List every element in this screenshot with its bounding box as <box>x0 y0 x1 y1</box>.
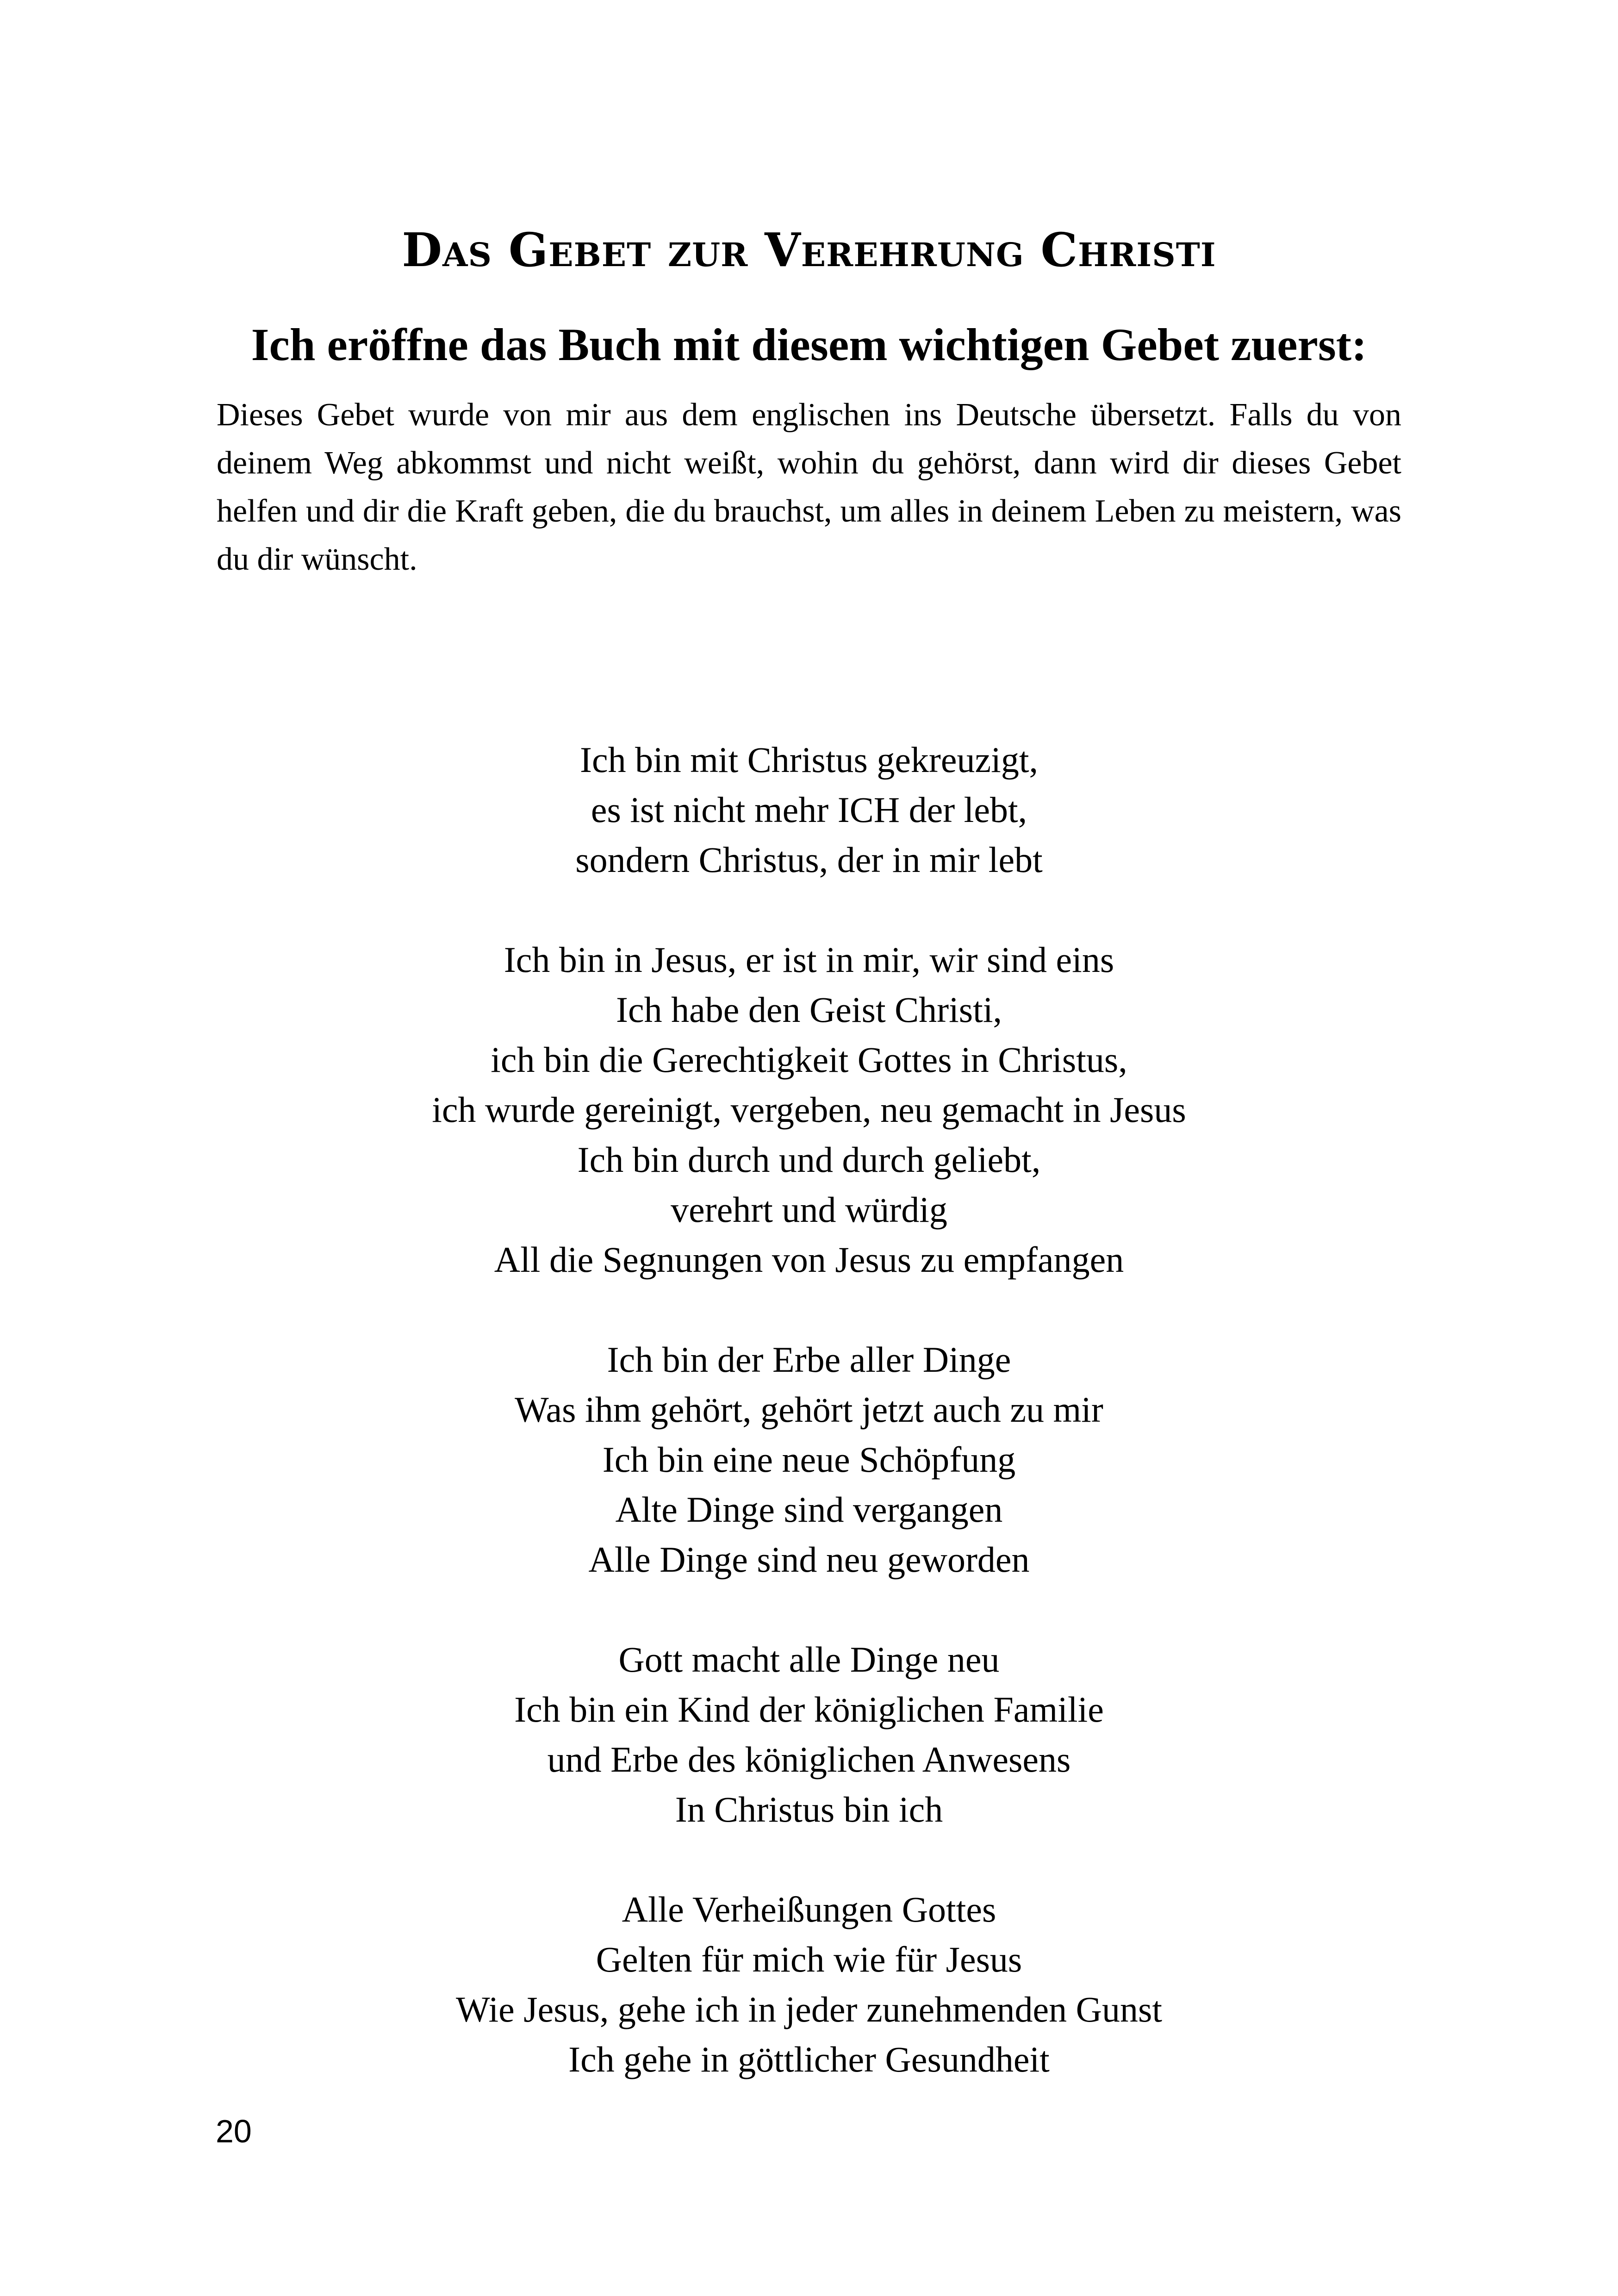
intro-paragraph: Dieses Gebet wurde von mir aus dem englischen ins Deutsche übersetzt. Falls du von deinem Weg abkommst und nicht weißt, wohin du gehörst, dann wird dir dieses Gebet helfen und dir die Kraft geben, die du brauchst, um alles in deinem Leben zu meistern, was du dir wünscht. <box>217 397 1401 577</box>
poem-stanza <box>0 735 1618 885</box>
poem-line: und Erbe des königlichen Anwesens <box>547 1739 1071 1780</box>
poem-line: Alle Verheißungen Gottes <box>622 1889 996 1929</box>
chapter-subtitle: Ich eröffne das Buch mit diesem wichtigen Gebet zuerst: <box>251 319 1367 370</box>
poem-line: All die Segnungen von Jesus zu empfangen <box>494 1239 1124 1280</box>
poem-line: verehrt und würdig <box>671 1189 947 1230</box>
poem-line: Ich bin der Erbe aller Dinge <box>607 1339 1011 1380</box>
poem-line: sondern Christus, der in mir lebt <box>575 840 1043 880</box>
page-number: 20 <box>216 2113 252 2149</box>
poem-line: Ich bin in Jesus, er ist in mir, wir sind eins <box>504 940 1114 980</box>
prayer-poem <box>0 735 1618 2134</box>
poem-line: Ich bin durch und durch geliebt, <box>577 1139 1041 1180</box>
chapter-title: Das Gebet zur Verehrung Christi <box>402 223 1216 277</box>
poem-stanza <box>0 1335 1618 1585</box>
poem-line: Ich gehe in göttlicher Gesundheit <box>568 2039 1050 2079</box>
poem-line: Ich bin mit Christus gekreuzigt, <box>579 740 1038 780</box>
poem-line: ich bin die Gerechtigkeit Gottes in Christus, <box>491 1039 1127 1080</box>
poem-line: Was ihm gehört, gehört jetzt auch zu mir <box>515 1389 1103 1430</box>
poem-line: Alle Dinge sind neu geworden <box>588 1539 1030 1580</box>
poem-line: Ich bin ein Kind der königlichen Familie <box>514 1689 1104 1730</box>
poem-line: Ich bin eine neue Schöpfung <box>602 1439 1016 1480</box>
poem-line: Ich habe den Geist Christi, <box>616 989 1002 1030</box>
poem-stanza <box>0 1885 1618 2084</box>
poem-line: ich wurde gereinigt, vergeben, neu gemacht in Jesus <box>432 1089 1186 1130</box>
poem-line: In Christus bin ich <box>675 1789 943 1829</box>
poem-line: Wie Jesus, gehe ich in jeder zunehmenden Gunst <box>455 1989 1163 2029</box>
poem-stanza <box>0 935 1618 1285</box>
poem-line: es ist nicht mehr ICH der lebt, <box>591 790 1027 830</box>
poem-line: Alte Dinge sind vergangen <box>615 1489 1003 1530</box>
poem-stanza <box>0 1635 1618 1835</box>
poem-line: Gott macht alle Dinge neu <box>618 1639 1000 1680</box>
poem-line: Gelten für mich wie für Jesus <box>596 1939 1022 1979</box>
